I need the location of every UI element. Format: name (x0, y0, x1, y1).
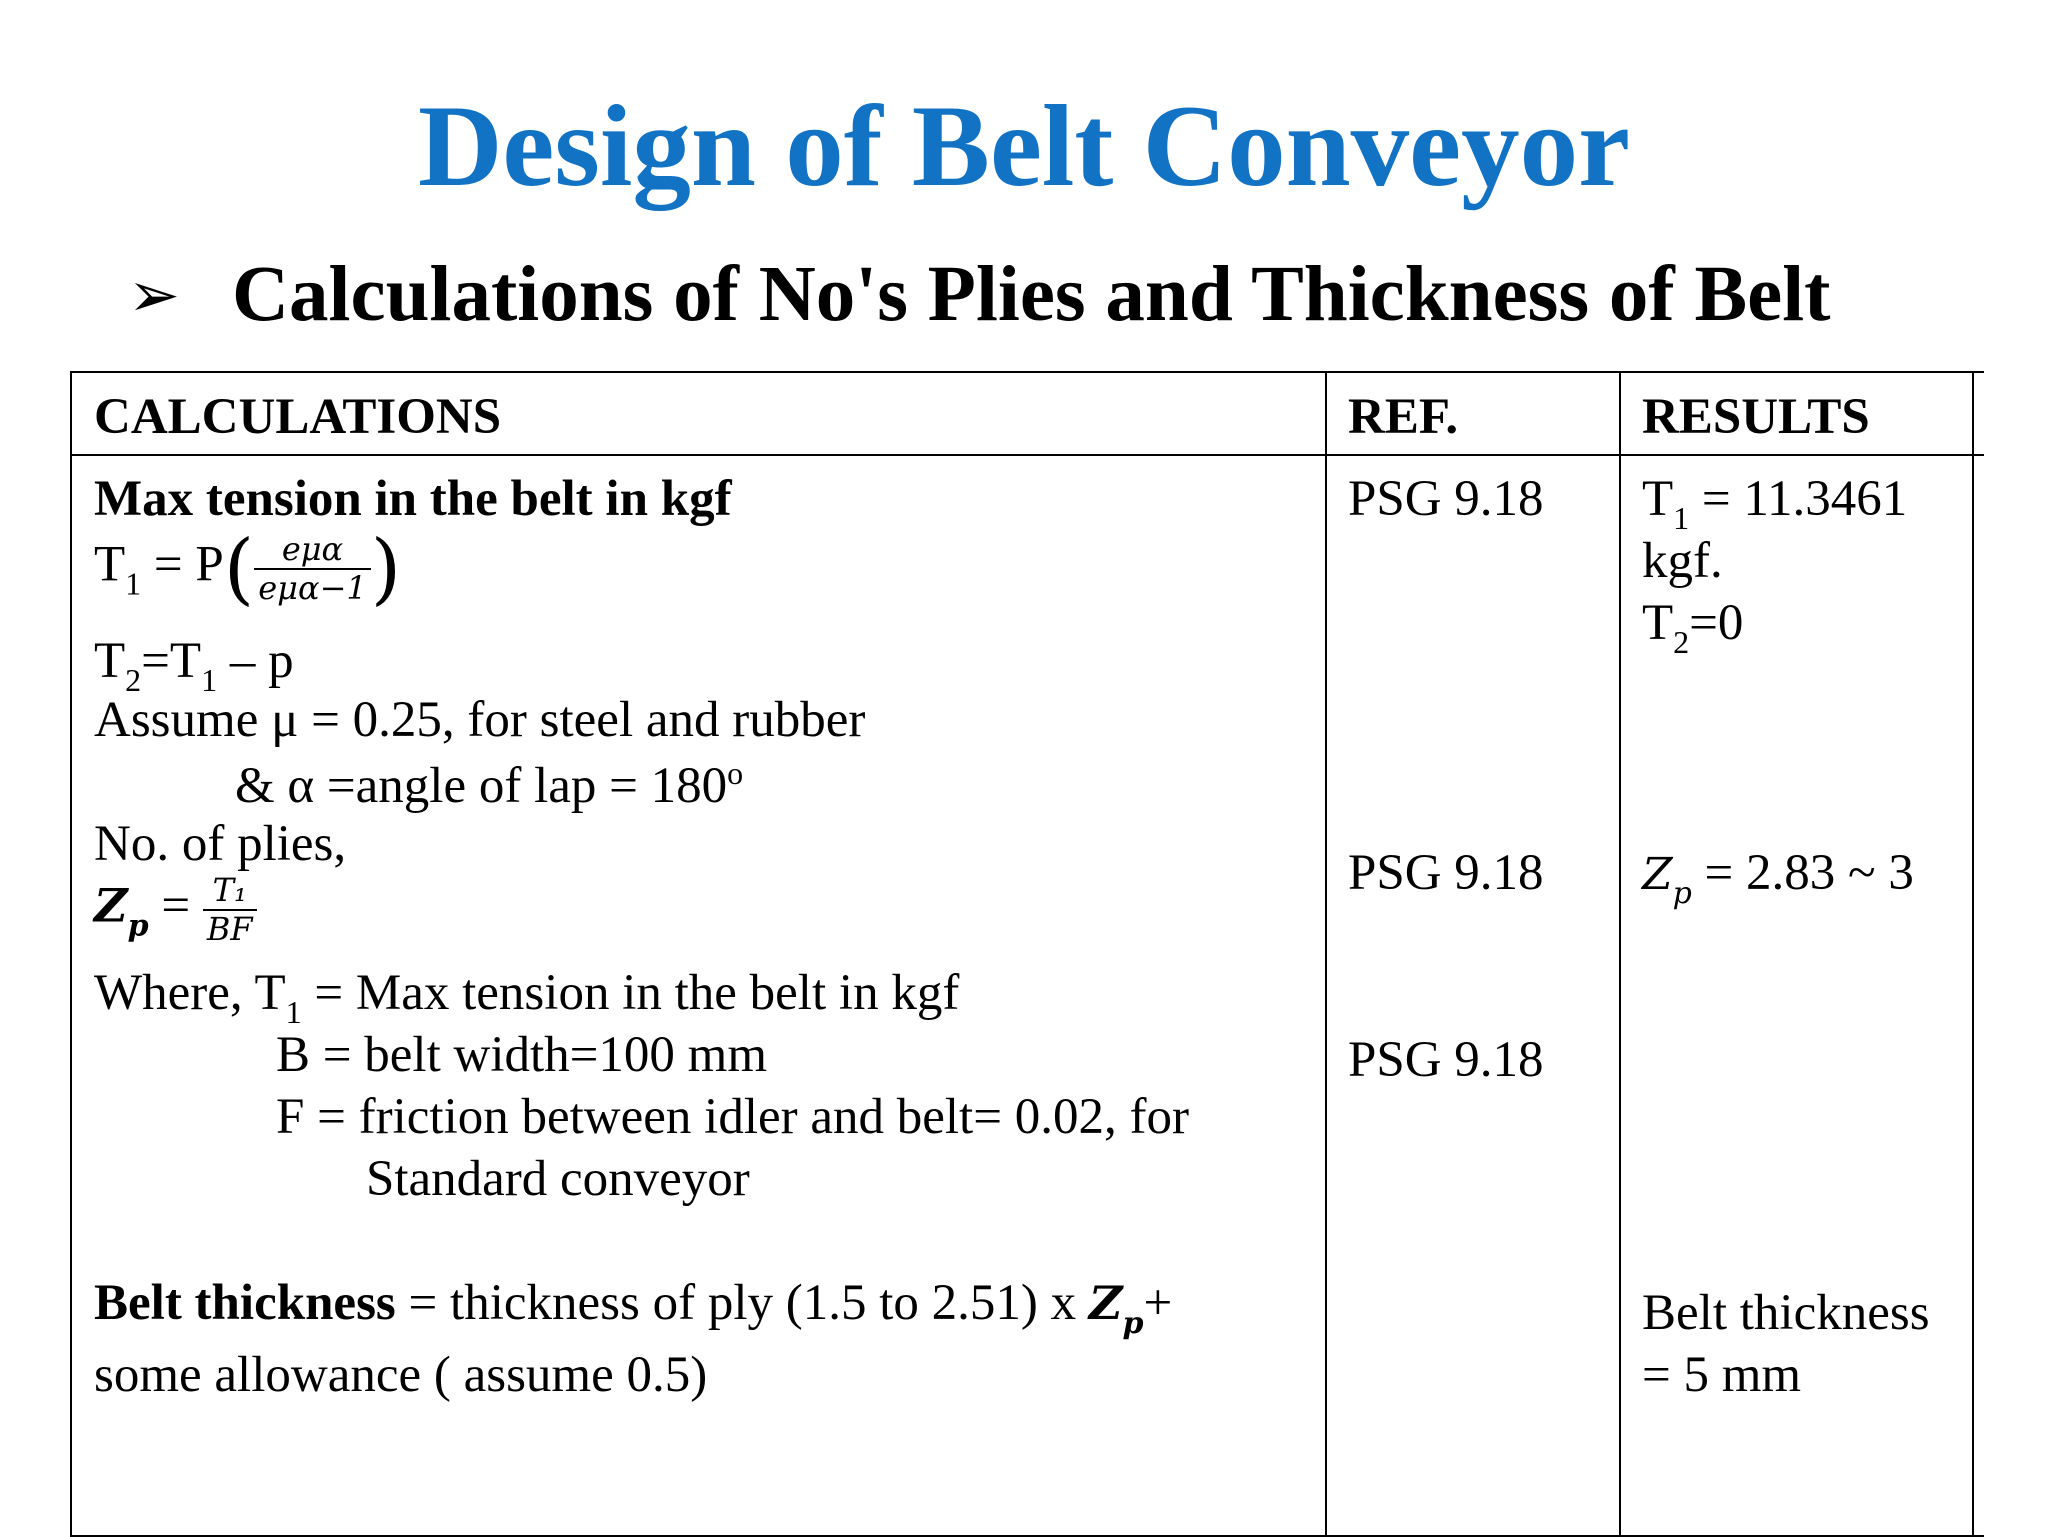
left-paren: ( (223, 524, 255, 614)
zp-formula (94, 872, 257, 948)
b-definition: B = belt width=100 mm (276, 1027, 768, 1083)
t1-symbol: T (94, 536, 126, 593)
allowance-line: some allowance ( assume 0.5) (94, 1347, 708, 1403)
arrow-bullet-icon: ➢ (128, 258, 180, 331)
result-t1-subscript: 1 (1673, 500, 1690, 536)
max-tension-heading: Max tension in the belt in kgf (94, 471, 732, 527)
plies-denominator: BF (206, 909, 253, 948)
section-heading-text: Calculations of No's Plies and Thickness of Belt (232, 251, 1831, 338)
assume-mu-line: Assume μ = 0.25, for steel and rubber (94, 692, 866, 748)
right-paren: ) (370, 524, 402, 614)
header-ref: REF. (1348, 389, 1459, 445)
plies-label: No. of plies, (94, 816, 347, 872)
belt-thickness-formula (94, 1275, 1173, 1341)
plies-fraction (203, 872, 257, 948)
result-zp-subscript: p (1672, 876, 1692, 911)
t1-subscript: 1 (125, 565, 142, 602)
fraction-numerator: eμα (281, 530, 344, 569)
header-calculations: CALCULATIONS (94, 389, 502, 445)
table-border-top (70, 371, 1984, 373)
result-t2-symbol: T (1642, 595, 1674, 651)
result-t1-symbol: T (1642, 471, 1674, 527)
zp-symbol: Z (94, 878, 128, 933)
section-heading (128, 252, 1830, 339)
result-zp (1642, 845, 1914, 911)
where-rest: = Max tension in the belt in kgf (301, 965, 960, 1021)
f-definition-continued: Standard conveyor (366, 1151, 750, 1207)
result-zp-symbol: Z (1642, 849, 1673, 900)
result-t2 (1642, 595, 1744, 660)
belt-thickness-equation: = thickness of ply (1.5 to 2.51) x (395, 1275, 1089, 1331)
result-t2-value: =0 (1689, 595, 1744, 651)
ref-psg-1: PSG 9.18 (1348, 471, 1544, 527)
exponential-fraction (254, 531, 371, 607)
table-column-divider-ref (1325, 371, 1327, 1536)
result-thickness-label: Belt thickness (1642, 1285, 1930, 1341)
header-results: RESULTS (1642, 389, 1870, 445)
f-definition: F = friction between idler and belt= 0.02, for (276, 1089, 1189, 1145)
table-column-divider-results (1619, 371, 1621, 1536)
alpha-text: & α =angle of lap = 180 (235, 758, 728, 814)
result-t1-unit: kgf. (1642, 533, 1723, 589)
zp-subscript: p (127, 908, 149, 944)
alpha-line (235, 757, 743, 812)
belt-thickness-label: Belt thickness (94, 1275, 396, 1331)
where-t1-line (94, 965, 960, 1030)
belt-thickness-zp: Z (1088, 1276, 1123, 1330)
result-t2-subscript: 2 (1673, 624, 1690, 660)
t2-formula (94, 633, 294, 698)
t2-minus-p: – p (217, 633, 294, 689)
belt-thickness-plus: + (1143, 1275, 1173, 1331)
t1-formula (94, 524, 402, 614)
table-border-right (1972, 371, 1974, 1536)
ref-psg-3: PSG 9.18 (1348, 1032, 1544, 1088)
plies-numerator: T₁ (212, 871, 247, 909)
belt-thickness-zp-subscript: p (1122, 1306, 1144, 1341)
t2-t1-subscript: 1 (201, 662, 218, 698)
degree-superscript: o (727, 755, 744, 791)
fraction-denominator: eμα−1 (258, 569, 367, 607)
result-t1-value: = 11.3461 (1689, 471, 1908, 527)
table-border-left (70, 371, 72, 1536)
table-header-divider (70, 454, 1984, 456)
t2-subscript: 2 (125, 662, 142, 698)
where-prefix: Where, T (94, 965, 286, 1021)
where-subscript: 1 (285, 994, 302, 1030)
result-t1 (1642, 471, 1908, 536)
t2-symbol: T (94, 633, 126, 689)
result-thickness-value: = 5 mm (1642, 1347, 1802, 1403)
zp-equals: = (148, 877, 203, 934)
ref-psg-2: PSG 9.18 (1348, 845, 1544, 901)
page-title: Design of Belt Conveyor (417, 82, 1631, 211)
t1-equals-p: = P (141, 536, 224, 593)
t2-equals-t: =T (141, 633, 202, 689)
result-zp-value: = 2.83 ~ 3 (1691, 845, 1914, 901)
